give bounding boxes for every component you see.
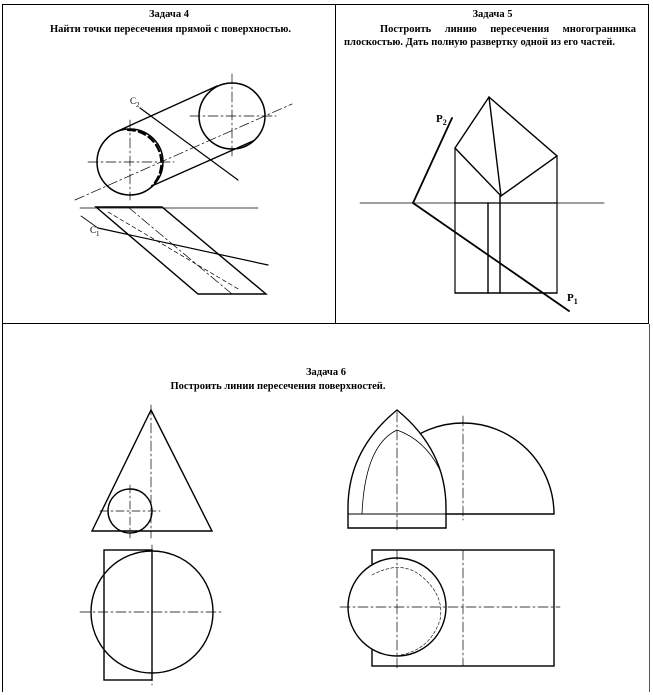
cylinder-bottom-generator (154, 141, 253, 185)
task5-title: Задача 5 (472, 9, 513, 20)
cylinder-top-view (104, 550, 152, 680)
cylinder-hidden-arc (128, 130, 161, 186)
task6-text: Построить линии пересечения поверхностей. (170, 381, 386, 392)
task6-title: Задача 6 (306, 367, 346, 378)
label-p1: $P_1$ (567, 292, 578, 306)
prism-top-edge (489, 97, 501, 196)
line-c1 (98, 228, 268, 265)
label-c2: $C_2$ (130, 96, 140, 109)
trace-p1 (413, 203, 569, 311)
label-c1: $C_1$ (90, 225, 100, 238)
trace-p2 (413, 118, 452, 203)
parallelogram-hidden (108, 212, 240, 290)
parallelogram-axis (128, 207, 232, 294)
task4-text: Найти точки пересечения прямой с поверхностью. (50, 24, 292, 35)
prism-top-view (455, 97, 557, 196)
task4-drawing (75, 74, 292, 294)
sphere-front (108, 489, 152, 533)
task6-left-drawing (80, 405, 222, 685)
task4-title: Задача 4 (149, 9, 189, 20)
task5-drawing (360, 97, 604, 311)
label-p2: $P_2$ (436, 113, 447, 127)
task6-right-drawing (340, 410, 560, 670)
task5-text: Построить линию пересечения многогранника плоскостью. Дать полную развертку одной из его частей. (344, 24, 636, 48)
cylinder-top-generator (118, 86, 217, 131)
